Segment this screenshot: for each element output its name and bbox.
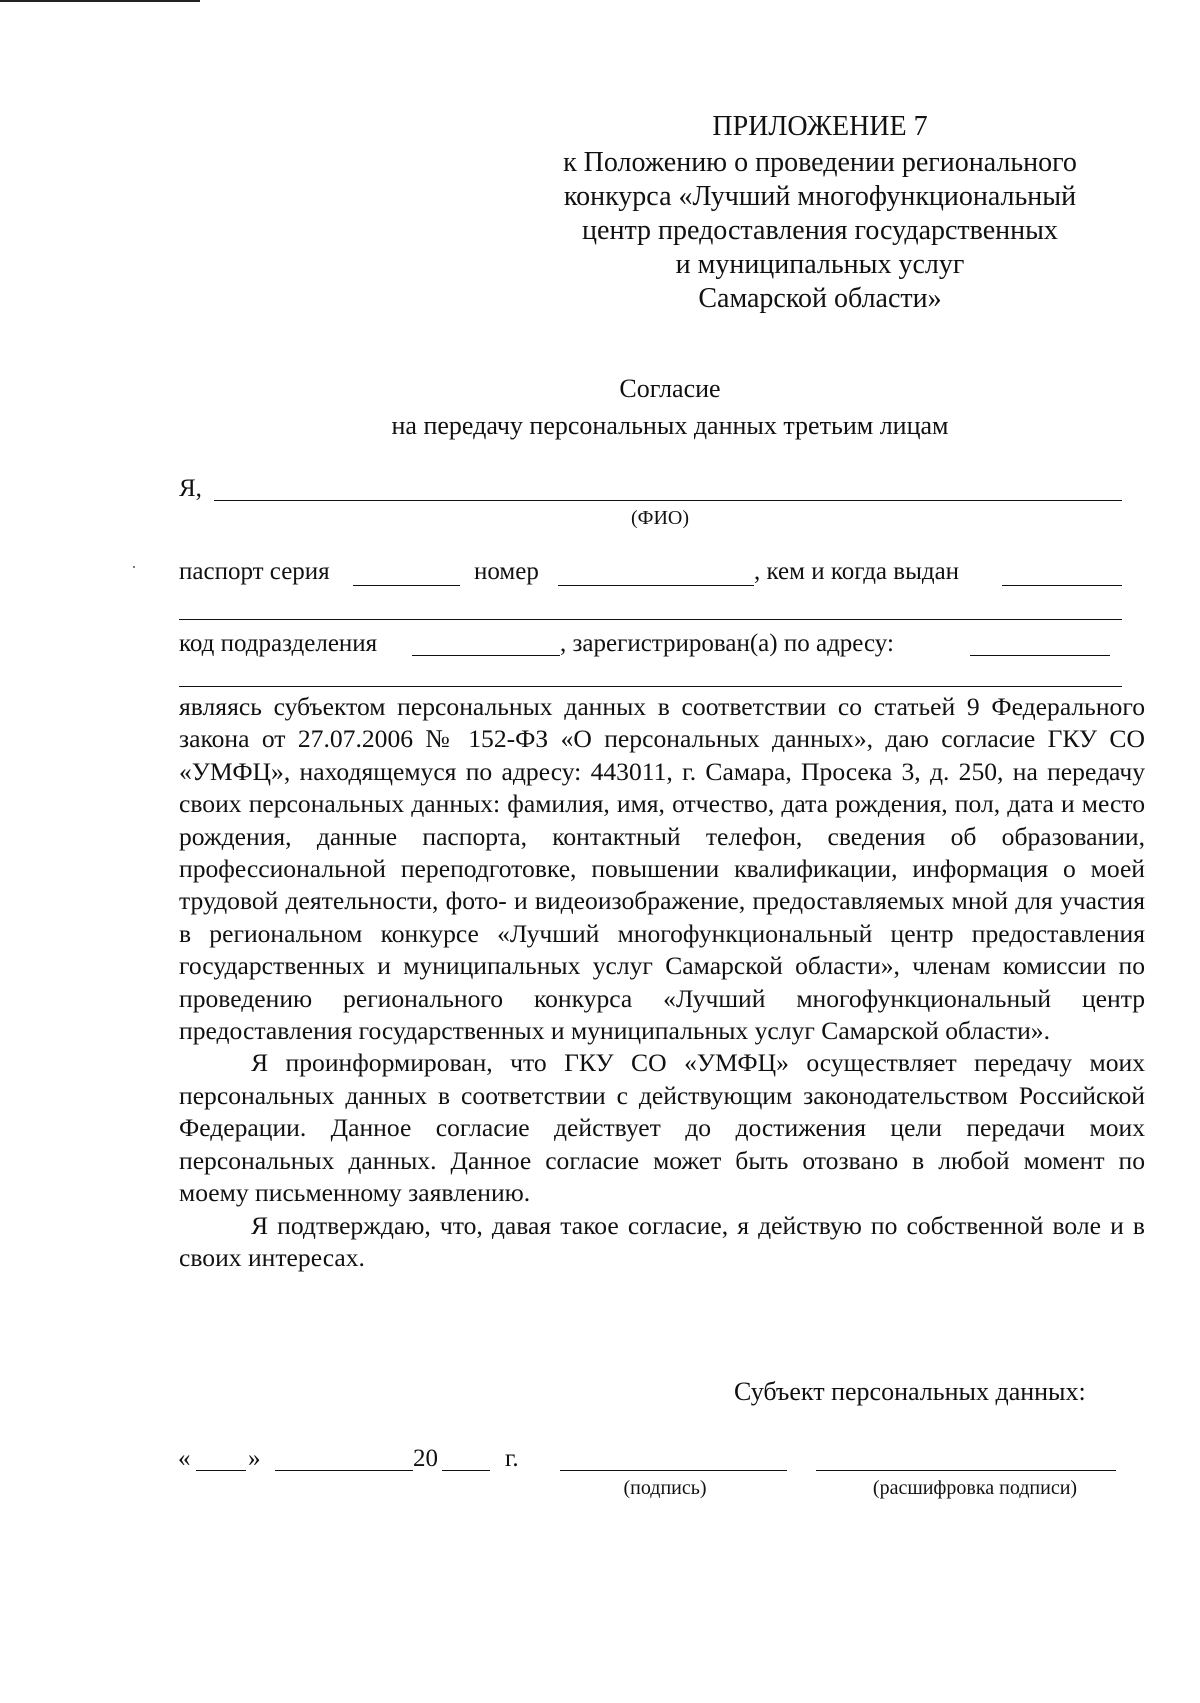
appendix-block xyxy=(540,110,1100,316)
consent-paragraph-1: являясь субъектом персональных данных в соответствии со статьей 9 Федерального закона от 27.07.2006 № 152-ФЗ «О персональных данных», даю согласие ГКУ СО «УМФЦ», находящемуся по адресу: 443011, г. Самара, Просека 3, д. 250, на передачу своих персональных данных: фамилия, имя, отчество, дата рождения, пол, дата и место рождения, данные паспорта, контактный телефон, сведения об образовании, профессиональной переподготовке, повышении квалификации, информация о моей трудовой деятельности, фото- и видеоизображение, предоставляемых мной для участия в региональном конкурсе «Лучший многофункциональный центр предоставления государственных и муниципальных услуг Самарской области», членам комиссии по проведению регионального конкурса «Лучший многофункциональный центр предоставления государственных и муниципальных услуг Самарской области». xyxy=(179,692,1145,1046)
passport-issued-field-line[interactable] xyxy=(1002,585,1122,586)
scan-edge-mark xyxy=(0,0,200,2)
date-quote-open: « xyxy=(178,1445,191,1472)
passport-issued-continuation-line[interactable] xyxy=(179,619,1122,620)
date-quote-close: » xyxy=(248,1445,261,1472)
i-label: Я, xyxy=(179,475,202,502)
data-subject-label: Субъект персональных данных: xyxy=(734,1377,1086,1406)
registered-address-field-line[interactable] xyxy=(970,655,1110,656)
title-line-2: на передачу персональных данных третьим лицам xyxy=(391,411,949,440)
appendix-line: к Положению о проведении регионального xyxy=(563,147,1077,178)
signature-caption: (подпись) xyxy=(623,1477,707,1499)
signature-decoding-field-line[interactable] xyxy=(816,1470,1116,1471)
scan-speck xyxy=(133,566,135,568)
passport-number-field-line[interactable] xyxy=(558,585,754,586)
date-day-field-line[interactable] xyxy=(196,1470,246,1471)
appendix-line: и муниципальных услуг xyxy=(675,249,965,280)
registered-address-label: , зарегистрирован(а) по адресу: xyxy=(560,630,894,657)
passport-series-field-line[interactable] xyxy=(353,585,460,586)
fio-caption: (ФИО) xyxy=(630,507,689,529)
date-year-suffix: г. xyxy=(505,1445,519,1472)
date-year-field-line[interactable] xyxy=(442,1470,490,1471)
fio-field-line[interactable] xyxy=(214,500,1122,501)
title-line-1: Согласие xyxy=(619,374,721,403)
signature-decoding-caption: (расшифровка подписи) xyxy=(872,1477,1078,1499)
date-year-prefix: 20 xyxy=(413,1445,438,1472)
appendix-line: Самарской области» xyxy=(698,283,942,314)
passport-number-label: номер xyxy=(474,558,539,585)
subdivision-code-field-line[interactable] xyxy=(412,655,560,656)
consent-paragraph-3: Я подтверждаю, что, давая такое согласие, я действую по собственной воле и в своих интересах. xyxy=(179,1210,1145,1272)
date-month-field-line[interactable] xyxy=(275,1470,413,1471)
appendix-line: конкурса «Лучший многофункциональный xyxy=(563,181,1077,212)
subdivision-code-label: код подразделения xyxy=(179,630,378,657)
consent-paragraph-2: Я проинформирован, что ГКУ СО «УМФЦ» осуществляет передачу моих персональных данных в соответствии с действующим законодательством Российской Федерации. Данное согласие действует до достижения цели передачи моих персональных данных. Данное согласие может быть отозвано в любой момент по моему письменному заявлению. xyxy=(179,1048,1145,1208)
address-continuation-line[interactable] xyxy=(179,686,1122,687)
consent-body xyxy=(179,691,1145,1274)
appendix-heading: ПРИЛОЖЕНИЕ 7 xyxy=(712,111,928,142)
passport-issued-label: , кем и когда выдан xyxy=(754,558,960,585)
appendix-line: центр предоставления государственных xyxy=(582,215,1058,246)
document-title xyxy=(320,370,1020,444)
signature-field-line[interactable] xyxy=(560,1470,787,1471)
passport-series-label: паспорт серия xyxy=(179,558,330,585)
